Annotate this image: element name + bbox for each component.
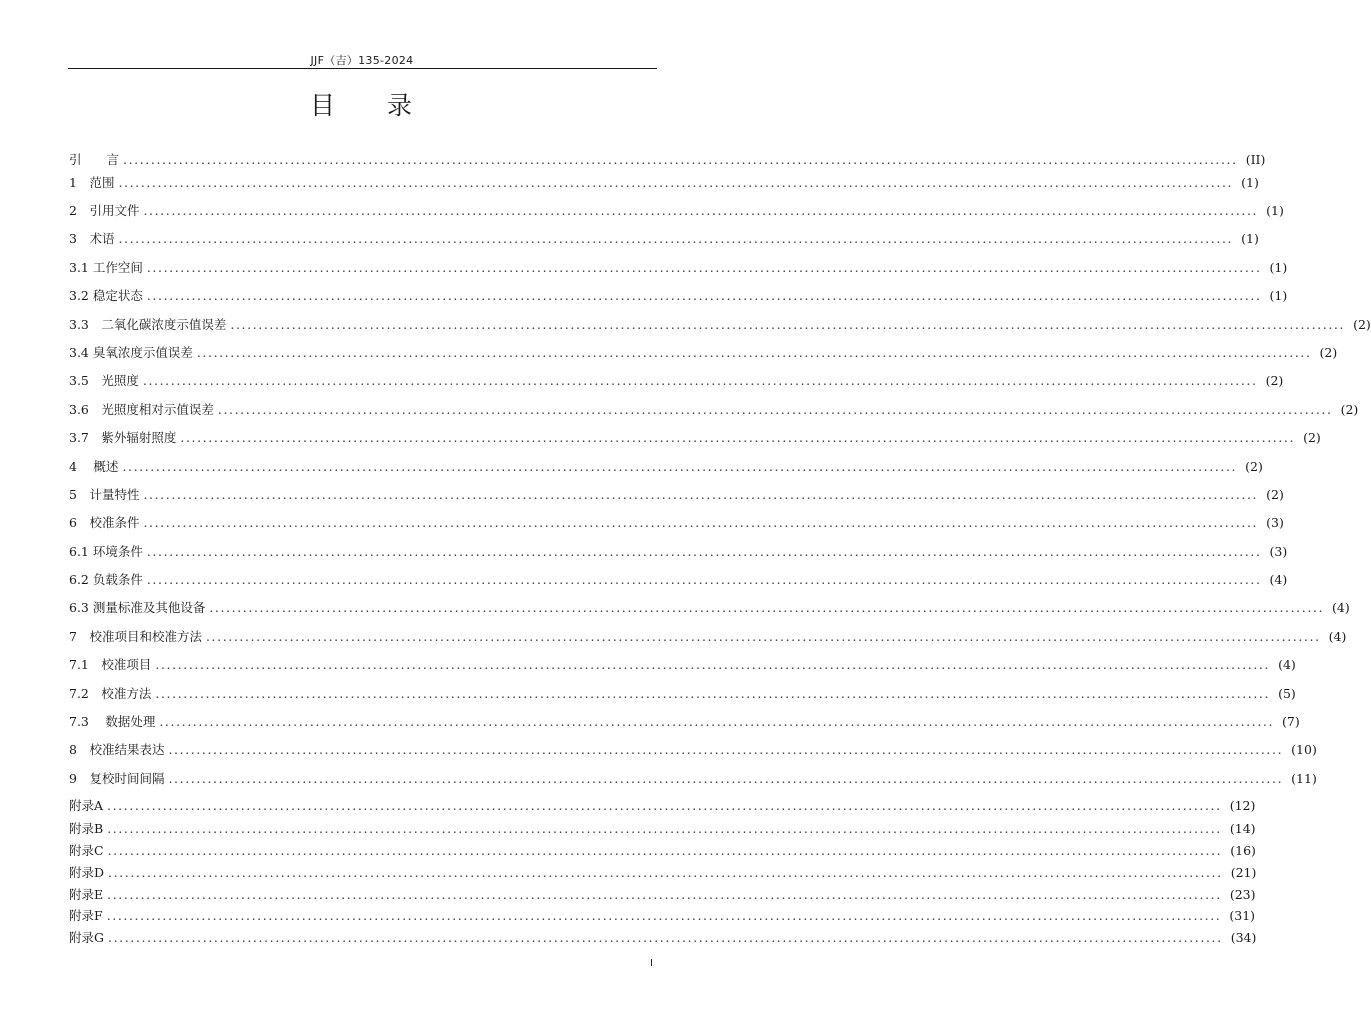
toc-dot-leader: ........................................................................................................................................................................................................ (155, 657, 1271, 672)
document-code-header: JJF（吉）135-2024 (310, 54, 414, 67)
toc-dot-leader: ........................................................................................................................................................................................................ (180, 430, 1296, 445)
toc-entry-label: 3.7 紫外辐射照度 (69, 430, 177, 445)
toc-entry-label: 附录F (69, 908, 103, 923)
toc-entry (69, 599, 1350, 617)
toc-entry-page: (II) (1245, 152, 1266, 167)
toc-entry-label: 7.3 数据处理 (69, 714, 156, 729)
toc-entry-page: (21) (1230, 865, 1257, 880)
toc-entry-page: (1) (1269, 288, 1288, 303)
toc-dot-leader: ........................................................................................................................................................................................................ (107, 843, 1223, 858)
toc-entry-label: 附录A (69, 798, 104, 813)
toc-dot-leader: ........................................................................................................................................................................................................ (230, 317, 1346, 332)
toc-entry-label: 3.2 稳定状态 (69, 288, 143, 303)
toc-dot-leader: ........................................................................................................................................................................................................ (168, 742, 1284, 757)
toc-entry-page: (3) (1269, 544, 1288, 559)
toc-entry-label: 附录D (69, 865, 105, 880)
toc-dot-leader: ........................................................................................................................................................................................................ (168, 771, 1284, 786)
toc-entry (69, 259, 1288, 277)
toc-entry-label: 7 校准项目和校准方法 (69, 629, 202, 644)
toc-entry-page: (1) (1241, 175, 1259, 190)
toc-entry (69, 713, 1300, 731)
toc-entry-page: (7) (1282, 714, 1300, 729)
toc-entry (69, 628, 1347, 646)
toc-entry (69, 316, 1371, 334)
toc-entry-page: (1) (1241, 231, 1259, 246)
toc-entry (69, 372, 1284, 390)
toc-entry (69, 543, 1288, 561)
toc-entry-page: (4) (1328, 629, 1347, 644)
toc-entry (69, 656, 1296, 674)
toc-dot-leader: ........................................................................................................................................................................................................ (146, 260, 1262, 275)
toc-dot-leader: ........................................................................................................................................................................................................ (146, 288, 1262, 303)
toc-entry (69, 820, 1256, 838)
toc-dot-leader: ........................................................................................................................................................................................................ (143, 203, 1259, 218)
page-title: 目 录 (310, 91, 414, 120)
toc-entry-page: (16) (1230, 843, 1256, 858)
toc-entry-label: 2 引用文件 (69, 203, 140, 218)
toc-dot-leader: ........................................................................................................................................................................................................ (107, 798, 1222, 813)
toc-entry-label: 6.3 测量标准及其他设备 (69, 600, 206, 615)
toc-dot-leader: ........................................................................................................................................................................................................ (155, 686, 1271, 701)
toc-entry (69, 429, 1321, 447)
toc-entry (69, 401, 1359, 419)
toc-entry-page: (2) (1319, 345, 1338, 360)
toc-entry-page: (23) (1229, 887, 1256, 902)
toc-entry-page: (5) (1278, 686, 1296, 701)
toc-dot-leader: ........................................................................................................................................................................................................ (209, 600, 1325, 615)
toc-dot-leader: ........................................................................................................................................................................................................ (196, 345, 1312, 360)
toc-entry-label: 6 校准条件 (69, 515, 140, 530)
toc-entry-page: (14) (1229, 821, 1256, 836)
toc-entry-page: (4) (1278, 657, 1296, 672)
toc-dot-leader: ........................................................................................................................................................................................................ (107, 887, 1222, 902)
toc-dot-leader: ........................................................................................................................................................................................................ (108, 930, 1223, 945)
toc-entry (69, 571, 1288, 589)
toc-entry (69, 486, 1284, 504)
toc-entry-label: 6.2 负载条件 (69, 572, 143, 587)
toc-entry-label: 4 概述 (69, 459, 119, 474)
toc-entry-label: 附录C (69, 843, 104, 858)
toc-entry (69, 174, 1259, 192)
toc-dot-leader: ........................................................................................................................................................................................................ (123, 152, 1238, 167)
toc-entry-page: (31) (1229, 908, 1256, 923)
toc-entry (69, 514, 1284, 532)
toc-entry (69, 797, 1256, 815)
toc-entry-label: 附录E (69, 887, 104, 902)
toc-entry (69, 151, 1266, 169)
toc-dot-leader: ........................................................................................................................................................................................................ (143, 487, 1259, 502)
toc-dot-leader: ........................................................................................................................................................................................................ (118, 231, 1234, 246)
toc-entry-label: 5 计量特性 (69, 487, 140, 502)
toc-entry-page: (4) (1269, 572, 1288, 587)
toc-entry-page: (2) (1266, 487, 1284, 502)
toc-entry (69, 230, 1259, 248)
toc-dot-leader: ........................................................................................................................................................................................................ (122, 459, 1238, 474)
toc-entry-label: 附录G (69, 930, 104, 945)
toc-entry-label: 6.1 环境条件 (69, 544, 143, 559)
toc-entry-label: 3.1 工作空间 (69, 260, 143, 275)
toc-entry (69, 287, 1288, 305)
toc-dot-leader: ........................................................................................................................................................................................................ (143, 515, 1259, 530)
toc-entry (69, 741, 1317, 759)
toc-entry-page: (10) (1291, 742, 1317, 757)
toc-entry-page: (2) (1353, 317, 1371, 332)
toc-entry (69, 344, 1338, 362)
toc-entry-page: (34) (1230, 930, 1257, 945)
toc-entry-page: (1) (1269, 260, 1288, 275)
toc-entry-page: (4) (1332, 600, 1350, 615)
toc-entry (69, 842, 1256, 860)
toc-dot-leader: ........................................................................................................................................................................................................ (142, 373, 1258, 388)
toc-entry-page: (3) (1266, 515, 1284, 530)
page-number: I (650, 958, 653, 969)
toc-entry (69, 458, 1263, 476)
toc-entry-label: 9 复校时间间隔 (69, 771, 165, 786)
toc-entry-label: 引 言 (69, 152, 120, 167)
toc-entry-label: 3 术语 (69, 231, 115, 246)
toc-dot-leader: ........................................................................................................................................................................................................ (146, 572, 1262, 587)
toc-entry-page: (2) (1265, 373, 1284, 388)
toc-entry-label: 7.2 校准方法 (69, 686, 152, 701)
toc-entry-page: (12) (1229, 798, 1256, 813)
toc-dot-leader: ........................................................................................................................................................................................................ (107, 821, 1222, 836)
toc-entry (69, 886, 1256, 904)
toc-entry-page: (2) (1303, 430, 1321, 445)
toc-entry-label: 3.6 光照度相对示值误差 (69, 402, 214, 417)
toc-entry (69, 770, 1317, 788)
toc-entry (69, 907, 1256, 925)
toc-dot-leader: ........................................................................................................................................................................................................ (108, 865, 1223, 880)
toc-entry-page: (1) (1266, 203, 1284, 218)
toc-entry-label: 8 校准结果表达 (69, 742, 165, 757)
toc-entry-page: (11) (1291, 771, 1317, 786)
toc-entry-label: 7.1 校准项目 (69, 657, 152, 672)
toc-dot-leader: ........................................................................................................................................................................................................ (146, 544, 1262, 559)
toc-entry-label: 附录B (69, 821, 104, 836)
toc-dot-leader: ........................................................................................................................................................................................................ (205, 629, 1321, 644)
toc-entry-label: 3.4 臭氧浓度示值误差 (69, 345, 193, 360)
toc-dot-leader: ........................................................................................................................................................................................................ (106, 908, 1222, 923)
toc-entry-page: (2) (1245, 459, 1263, 474)
toc-dot-leader: ........................................................................................................................................................................................................ (217, 402, 1333, 417)
toc-entry-page: (2) (1340, 402, 1359, 417)
toc-entry (69, 864, 1257, 882)
toc-entry (69, 202, 1284, 220)
toc-entry-label: 1 范围 (69, 175, 115, 190)
toc-dot-leader: ........................................................................................................................................................................................................ (118, 175, 1234, 190)
toc-entry (69, 685, 1296, 703)
toc-dot-leader: ........................................................................................................................................................................................................ (159, 714, 1275, 729)
toc-entry-label: 3.5 光照度 (69, 373, 139, 388)
toc-entry-label: 3.3 二氧化碳浓度示值误差 (69, 317, 227, 332)
header-divider (68, 68, 657, 69)
toc-entry (69, 929, 1257, 947)
